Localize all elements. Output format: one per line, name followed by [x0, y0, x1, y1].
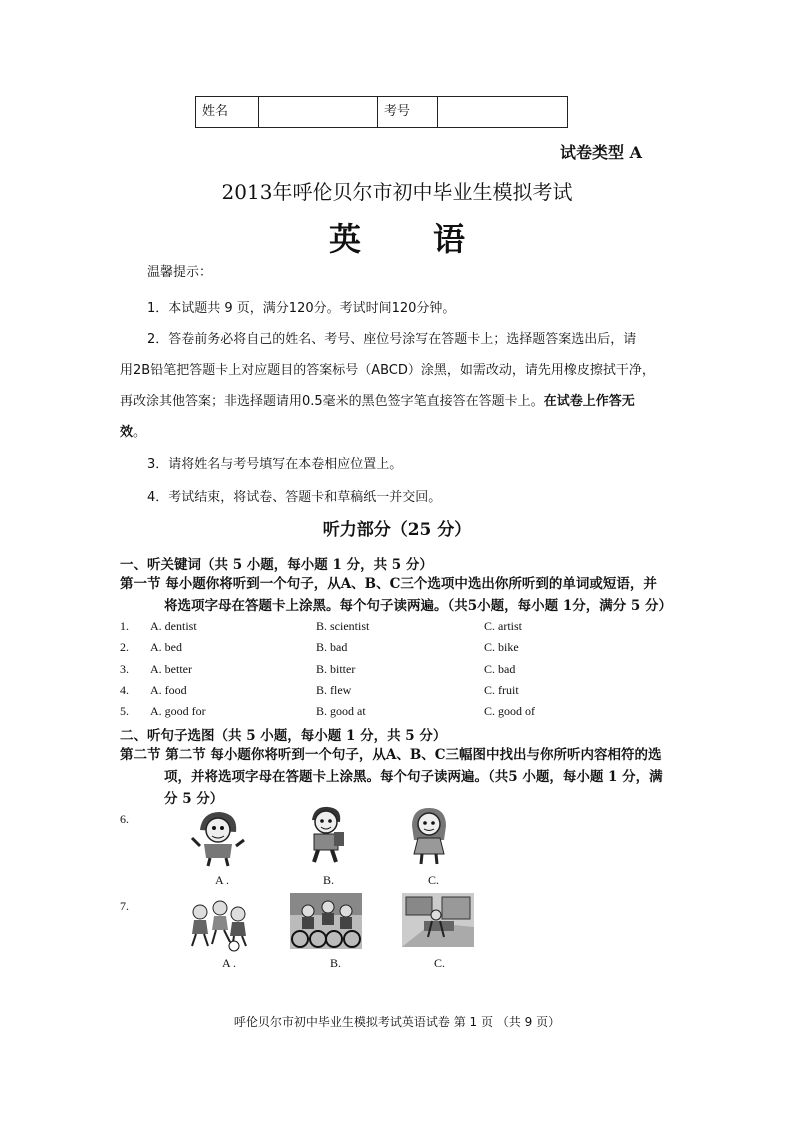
question-row: 1. A. dentist B. scientist C. artist — [120, 619, 522, 633]
q6-picture-c — [404, 804, 454, 866]
part2-heading: 二、听句子选图（共 5 小题，每小题 1 分，共 5 分） — [120, 728, 447, 744]
question-row: 5. A. good for B. good at C. good of — [120, 704, 535, 718]
question-row: 2. A. bed B. bad C. bike — [120, 640, 519, 654]
q6-picture-a — [190, 808, 246, 868]
q7-picture-a — [186, 900, 250, 952]
question-row: 4. A. food B. flew C. fruit — [120, 683, 519, 697]
name-label: 姓名 — [196, 97, 259, 128]
q7-label-c: C. — [434, 956, 446, 970]
section1-instructions: 第一节 每小题你将听到一个句子，从A、B、C三个选项中选出你所听到的单词或短语，并 将选项字母在答题卡上涂黑。每个句子读两遍。（共5小题，每小题 1分，满分 5 分） — [120, 576, 673, 614]
exam-no-field[interactable] — [438, 97, 568, 128]
tip-item-1: 1．本试题共 9 页，满分120分。考试时间120分钟。 — [147, 301, 456, 316]
q7-label-a: A . — [222, 956, 237, 970]
exam-no-label: 考号 — [378, 97, 438, 128]
tip-item-4: 4．考试结束，将试卷、答题卡和草稿纸一并交回。 — [147, 490, 442, 505]
q7-label-b: B. — [330, 956, 342, 970]
q7-picture-b — [290, 893, 362, 949]
q6-label-a: A . — [215, 873, 230, 887]
name-exam-no-table — [195, 96, 568, 128]
question-7-number: 7. — [120, 899, 129, 913]
q6-picture-b — [300, 804, 352, 866]
name-field[interactable] — [259, 97, 378, 128]
question-6-number: 6. — [120, 812, 129, 826]
section2-instructions: 第二节 第二节 每小题你将听到一个句子，从A、B、C三幅图中找出与你所听内容相符的选 项，并将选项字母在答题卡上涂黑。每个句子读两遍。（共5 小题，每小题 1 分，满 分 5 分） — [120, 747, 663, 807]
q6-label-c: C. — [428, 873, 440, 887]
exam-title: 2013年呼伦贝尔市初中毕业生模拟考试 — [221, 180, 573, 204]
subject-title: 英语 — [328, 220, 537, 258]
tip-item-3: 3．请将姓名与考号填写在本卷相应位置上。 — [147, 457, 403, 472]
tip-item-2: 2．答卷前务必将自己的姓名、考号、座位号涂写在答题卡上；选择题答案选出后，请 用2B铅笔把答题卡上对应题目的答案标号（ABCD）涂黑，如需改动，请先用橡皮擦拭干净， 再改涂其他答案；非选择题请用0.5毫米的黑色签字笔直接答在答题卡上。在试卷上作答无 效。 — [120, 332, 655, 440]
tips-heading: 温馨提示： — [147, 265, 213, 280]
part1-heading: 一、听关键词（共 5 小题，每小题 1 分，共 5 分） — [120, 557, 433, 573]
page-footer: 呼伦贝尔市初中毕业生模拟考试英语试卷 第 1 页 （共 9 页） — [233, 1015, 561, 1029]
paper-type: 试卷类型 A — [560, 143, 642, 162]
listening-section-title: 听力部分（25 分） — [322, 520, 472, 540]
question-row: 3. A. better B. bitter C. bad — [120, 662, 516, 676]
q7-picture-c — [402, 893, 474, 947]
q6-label-b: B. — [323, 873, 335, 887]
